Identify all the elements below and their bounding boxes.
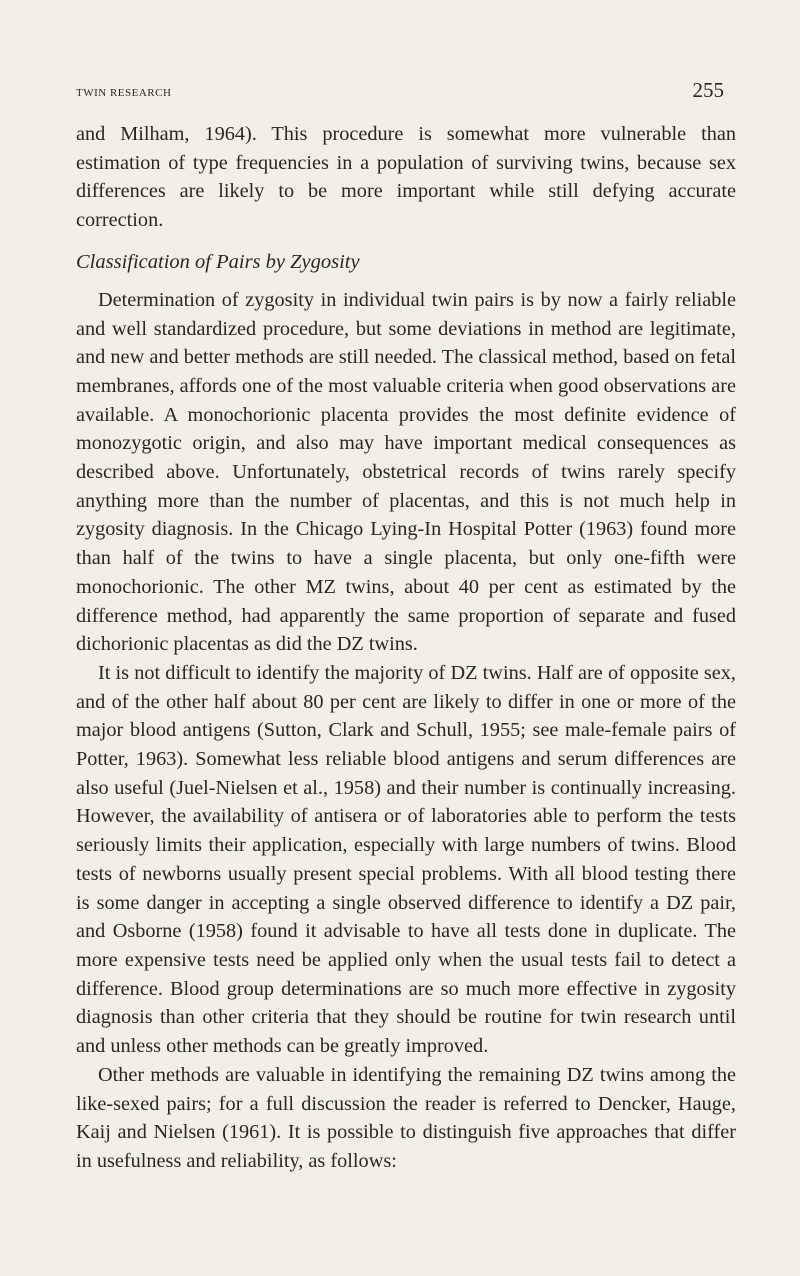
running-head: twin research (76, 84, 172, 100)
body-text (76, 120, 736, 1176)
paragraph-dz-identification: It is not difficult to identify the majority of DZ twins. Half are of opposite sex, and of the other half about 80 per cent are likely to differ in one or more of the major blood antigens (Sutton, Clark and Schull, 1955; see male-female pairs of Potter, 1963). Somewhat less reliable blood antigens and serum differences are also useful (Juel-Nielsen et al., 1958) and their number is continually increasing. However, the availability of antisera or of laboratories able to perform the tests seriously limits their application, especially with large numbers of twins. Blood tests of newborns usually present special problems. With all blood testing there is some danger in accepting a single observed difference to identify a DZ pair, and Osborne (1958) found it advisable to have all tests done in duplicate. The more expensive tests need be applied only when the usual tests fail to detect a difference. Blood group determinations are so much more effective in zygosity diagnosis than other criteria that they should be routine for twin research until and unless other methods can be greatly improved. (76, 661, 736, 1058)
page-number: 255 (692, 78, 724, 102)
paragraph-continued: and Milham, 1964). This procedure is somewhat more vulnerable than estimation of type frequencies in a population of surviving twins, because sex differences are likely to be more important while still defying accurate correction. (76, 123, 736, 232)
paragraph-other-methods: Other methods are valuable in identifying the remaining DZ twins among the like-sexed pairs; for a full discussion the reader is referred to Dencker, Hauge, Kaij and Nielsen (1961). It is possible to distinguish five approaches that differ in usefulness and reliability, as follows: (76, 1063, 736, 1172)
paragraph-classification: Determination of zygosity in individual twin pairs is by now a fairly reliable and well standardized procedure, but some deviations in method are legitimate, and new and better methods are still needed. The classical method, based on fetal membranes, affords one of the most valuable criteria when good observations are available. A monochorionic placenta provides the most definite evidence of monozygotic origin, and also may have important medical consequences as described above. Unfortunately, obstetrical records of twins rarely specify anything more than the number of placentas, and this is not much help in zygosity diagnosis. In the Chicago Lying-In Hospital Potter (1963) found more than half of the twins to have a single placenta, but only one-fifth were monochorionic. The other MZ twins, about 40 per cent as estimated by the difference method, had apparently the same proportion of separate and fused dichorionic placentas as did the DZ twins. (76, 288, 736, 656)
section-heading: Classification of Pairs by Zygosity (76, 250, 360, 273)
